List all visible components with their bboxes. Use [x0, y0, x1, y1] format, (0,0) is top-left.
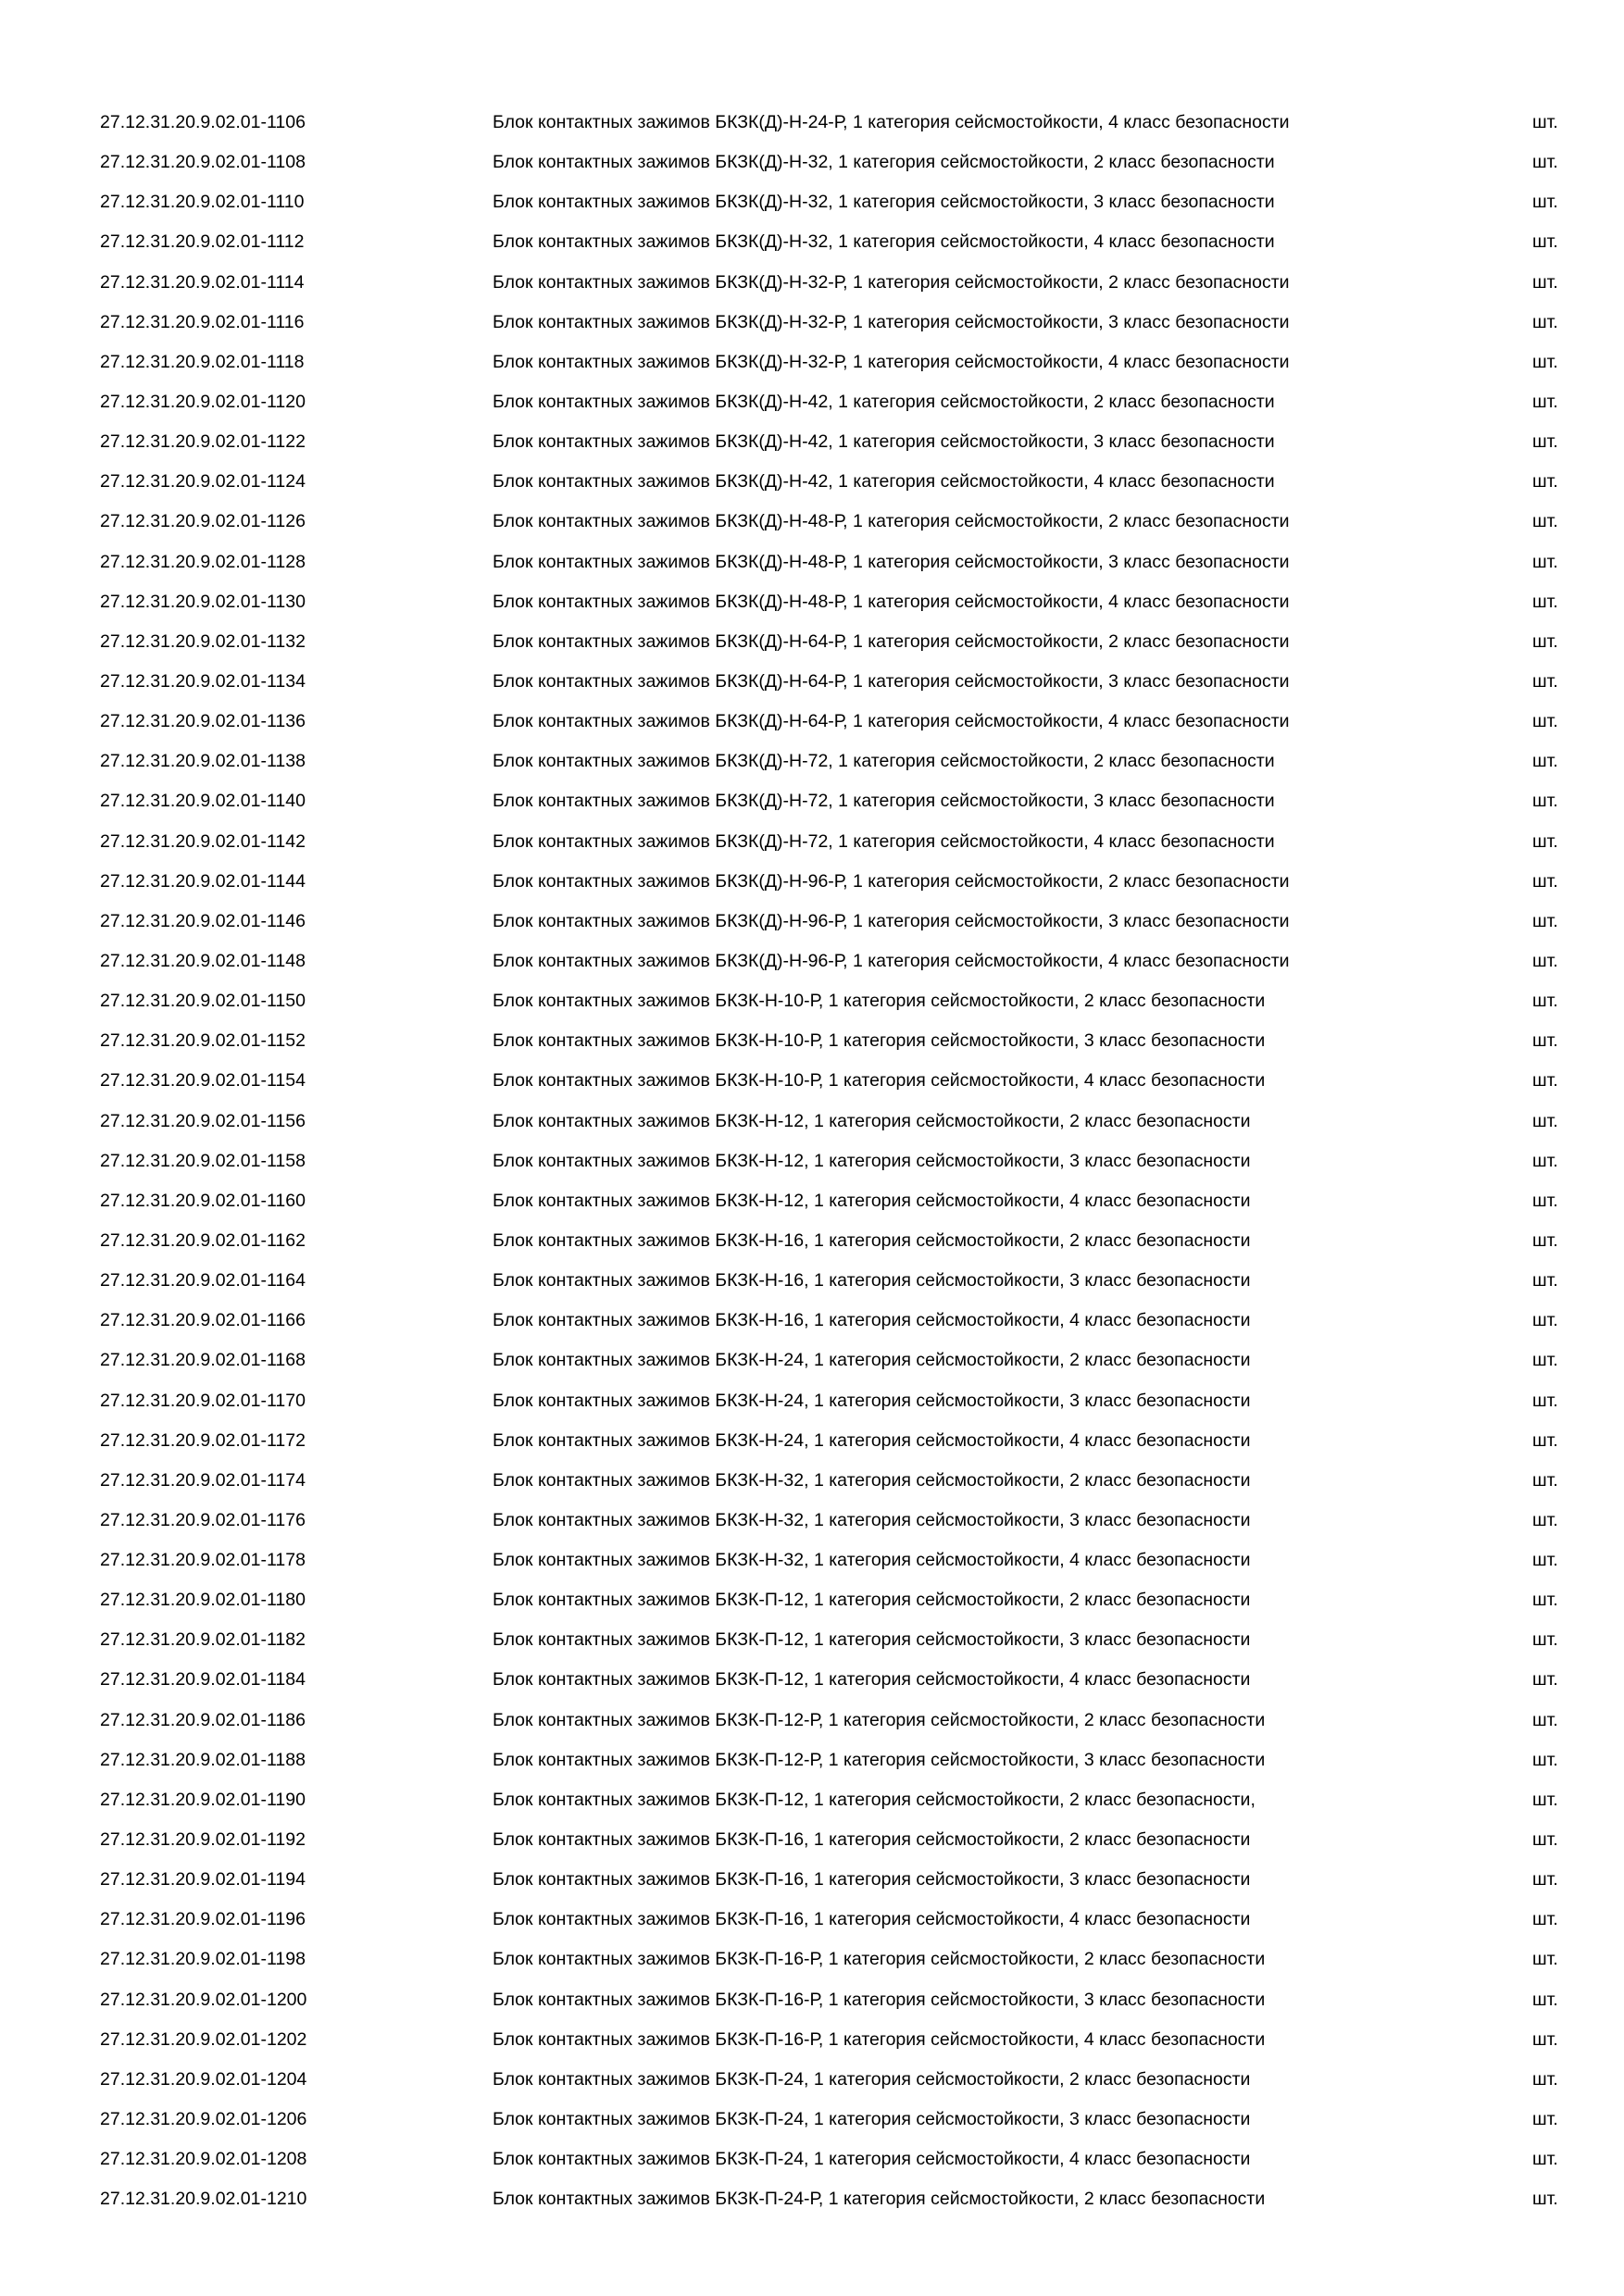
- table-row: [0, 2100, 1624, 2140]
- item-unit: шт.: [1532, 1949, 1558, 1970]
- item-unit: шт.: [1532, 910, 1558, 931]
- item-unit: шт.: [1532, 1030, 1558, 1052]
- item-code: 27.12.31.20.9.02.01-1154: [100, 1070, 306, 1092]
- table-row: [0, 2020, 1624, 2060]
- table-row: [0, 422, 1624, 462]
- item-code: 27.12.31.20.9.02.01-1170: [100, 1390, 306, 1411]
- item-name: Блок контактных зажимов БКЗК-П-24-Р, 1 категория сейсмостойкости, 2 класс безопасности: [493, 2189, 1266, 2210]
- table-row: [0, 1701, 1624, 1741]
- item-unit: шт.: [1532, 1190, 1558, 1211]
- item-code: 27.12.31.20.9.02.01-1182: [100, 1629, 306, 1651]
- table-row: [0, 382, 1624, 422]
- item-code: 27.12.31.20.9.02.01-1184: [100, 1669, 306, 1691]
- table-row: [0, 1381, 1624, 1421]
- item-code: 27.12.31.20.9.02.01-1164: [100, 1270, 306, 1292]
- item-name: Блок контактных зажимов БКЗК-П-12, 1 категория сейсмостойкости, 3 класс безопасности: [493, 1629, 1251, 1651]
- item-unit: шт.: [1532, 711, 1558, 732]
- table-row: [0, 103, 1624, 143]
- table-row: [0, 1620, 1624, 1660]
- table-row: [0, 2140, 1624, 2179]
- item-name: Блок контактных зажимов БКЗК(Д)-Н-32-Р, 1 категория сейсмостойкости, 3 класс безопасности: [493, 311, 1290, 332]
- item-unit: шт.: [1532, 2109, 1558, 2130]
- item-code: 27.12.31.20.9.02.01-1128: [100, 551, 306, 572]
- table-row: [0, 303, 1624, 343]
- item-unit: шт.: [1532, 1110, 1558, 1131]
- item-code: 27.12.31.20.9.02.01-1204: [100, 2068, 307, 2090]
- table-row: [0, 1860, 1624, 1900]
- item-unit: шт.: [1532, 1469, 1558, 1491]
- item-code: 27.12.31.20.9.02.01-1208: [100, 2149, 307, 2170]
- item-unit: шт.: [1532, 870, 1558, 892]
- item-code: 27.12.31.20.9.02.01-1106: [100, 112, 306, 132]
- item-unit: шт.: [1532, 1310, 1558, 1331]
- item-code: 27.12.31.20.9.02.01-1194: [100, 1869, 306, 1890]
- item-unit: шт.: [1532, 1869, 1558, 1890]
- item-name: Блок контактных зажимов БКЗК(Д)-Н-42, 1 категория сейсмостойкости, 3 класс безопасности: [493, 431, 1275, 453]
- table-row: [0, 1501, 1624, 1541]
- table-row: [0, 222, 1624, 262]
- item-code: 27.12.31.20.9.02.01-1126: [100, 511, 306, 532]
- item-name: Блок контактных зажимов БКЗК(Д)-Н-72, 1 категория сейсмостойкости, 3 класс безопасности: [493, 791, 1275, 812]
- item-code: 27.12.31.20.9.02.01-1110: [100, 192, 305, 213]
- table-row: [0, 1580, 1624, 1620]
- table-row: [0, 1102, 1624, 1142]
- item-name: Блок контактных зажимов БКЗК(Д)-Н-72, 1 категория сейсмостойкости, 4 класс безопасности: [493, 830, 1275, 852]
- item-code: 27.12.31.20.9.02.01-1178: [100, 1550, 306, 1571]
- item-code: 27.12.31.20.9.02.01-1116: [100, 311, 305, 332]
- item-unit: шт.: [1532, 1429, 1558, 1451]
- item-unit: шт.: [1532, 1829, 1558, 1851]
- item-name: Блок контактных зажимов БКЗК-Н-12, 1 категория сейсмостойкости, 4 класс безопасности: [493, 1190, 1251, 1211]
- item-unit: шт.: [1532, 591, 1558, 612]
- table-row: [0, 1021, 1624, 1061]
- table-row: [0, 582, 1624, 622]
- item-name: Блок контактных зажимов БКЗК-П-24, 1 категория сейсмостойкости, 3 класс безопасности: [493, 2109, 1251, 2130]
- item-code: 27.12.31.20.9.02.01-1174: [100, 1469, 306, 1491]
- item-name: Блок контактных зажимов БКЗК(Д)-Н-42, 1 категория сейсмостойкости, 2 класс безопасности: [493, 391, 1275, 412]
- item-unit: шт.: [1532, 991, 1558, 1012]
- item-unit: шт.: [1532, 1350, 1558, 1371]
- table-row: [0, 1061, 1624, 1101]
- table-row: [0, 1541, 1624, 1580]
- table-row: [0, 1820, 1624, 1860]
- item-code: 27.12.31.20.9.02.01-1156: [100, 1110, 306, 1131]
- table-row: [0, 1421, 1624, 1461]
- table-row: [0, 1301, 1624, 1341]
- item-unit: шт.: [1532, 630, 1558, 652]
- item-name: Блок контактных зажимов БКЗК(Д)-Н-64-Р, 1 категория сейсмостойкости, 4 класс безопасности: [493, 711, 1290, 732]
- table-row: [0, 662, 1624, 702]
- item-unit: шт.: [1532, 192, 1558, 213]
- item-name: Блок контактных зажимов БКЗК-Н-12, 1 категория сейсмостойкости, 3 класс безопасности: [493, 1150, 1251, 1171]
- item-name: Блок контактных зажимов БКЗК(Д)-Н-96-Р, 1 категория сейсмостойкости, 3 класс безопасности: [493, 910, 1290, 931]
- item-unit: шт.: [1532, 2028, 1558, 2050]
- item-unit: шт.: [1532, 231, 1558, 253]
- table-row: [0, 1142, 1624, 1181]
- item-name: Блок контактных зажимов БКЗК(Д)-Н-32, 1 категория сейсмостойкости, 4 класс безопасности: [493, 231, 1275, 253]
- item-name: Блок контактных зажимов БКЗК-Н-16, 1 категория сейсмостойкости, 4 класс безопасности: [493, 1310, 1251, 1331]
- item-name: Блок контактных зажимов БКЗК(Д)-Н-96-Р, 1 категория сейсмостойкости, 2 класс безопасности: [493, 870, 1290, 892]
- price-list-table: [0, 103, 1624, 2219]
- item-unit: шт.: [1532, 1150, 1558, 1171]
- item-unit: шт.: [1532, 152, 1558, 173]
- table-row: [0, 622, 1624, 662]
- item-unit: шт.: [1532, 830, 1558, 852]
- table-row: [0, 182, 1624, 222]
- table-row: [0, 1980, 1624, 2020]
- item-code: 27.12.31.20.9.02.01-1122: [100, 431, 306, 453]
- table-row: [0, 1780, 1624, 1820]
- item-name: Блок контактных зажимов БКЗК(Д)-Н-96-Р, 1 категория сейсмостойкости, 4 класс безопасности: [493, 950, 1290, 971]
- item-name: Блок контактных зажимов БКЗК(Д)-Н-64-Р, 1 категория сейсмостойкости, 2 класс безопасности: [493, 630, 1290, 652]
- item-unit: шт.: [1532, 670, 1558, 692]
- table-row: [0, 1221, 1624, 1261]
- item-unit: шт.: [1532, 311, 1558, 332]
- table-row: [0, 1940, 1624, 1979]
- item-unit: шт.: [1532, 1270, 1558, 1292]
- item-name: Блок контактных зажимов БКЗК-П-16-Р, 1 категория сейсмостойкости, 3 класс безопасности: [493, 1989, 1266, 2010]
- item-code: 27.12.31.20.9.02.01-1140: [100, 791, 306, 812]
- table-row: [0, 2060, 1624, 2100]
- item-code: 27.12.31.20.9.02.01-1196: [100, 1909, 306, 1930]
- table-row: [0, 902, 1624, 942]
- item-code: 27.12.31.20.9.02.01-1118: [100, 351, 305, 372]
- table-row: [0, 822, 1624, 862]
- item-unit: шт.: [1532, 1709, 1558, 1730]
- item-name: Блок контактных зажимов БКЗК(Д)-Н-32, 1 категория сейсмостойкости, 3 класс безопасности: [493, 192, 1275, 213]
- item-code: 27.12.31.20.9.02.01-1188: [100, 1749, 306, 1770]
- item-unit: шт.: [1532, 751, 1558, 772]
- item-code: 27.12.31.20.9.02.01-1176: [100, 1509, 306, 1530]
- item-code: 27.12.31.20.9.02.01-1202: [100, 2028, 307, 2050]
- table-row: [0, 1660, 1624, 1700]
- item-unit: шт.: [1532, 1590, 1558, 1611]
- table-row: [0, 862, 1624, 902]
- item-name: Блок контактных зажимов БКЗК-П-12-Р, 1 категория сейсмостойкости, 3 класс безопасности: [493, 1749, 1266, 1770]
- item-name: Блок контактных зажимов БКЗК-П-16-Р, 1 категория сейсмостойкости, 4 класс безопасности: [493, 2028, 1266, 2050]
- item-unit: шт.: [1532, 1669, 1558, 1691]
- item-code: 27.12.31.20.9.02.01-1112: [100, 231, 305, 253]
- item-name: Блок контактных зажимов БКЗК-П-24, 1 категория сейсмостойкости, 2 класс безопасности: [493, 2068, 1251, 2090]
- item-name: Блок контактных зажимов БКЗК-Н-16, 1 категория сейсмостойкости, 3 класс безопасности: [493, 1270, 1251, 1292]
- item-code: 27.12.31.20.9.02.01-1166: [100, 1310, 306, 1331]
- item-name: Блок контактных зажимов БКЗК(Д)-Н-72, 1 категория сейсмостойкости, 2 класс безопасности: [493, 751, 1275, 772]
- item-unit: шт.: [1532, 1989, 1558, 2010]
- item-unit: шт.: [1532, 950, 1558, 971]
- item-name: Блок контактных зажимов БКЗК-П-12, 1 категория сейсмостойкости, 2 класс безопасности: [493, 1590, 1251, 1611]
- item-unit: шт.: [1532, 1509, 1558, 1530]
- item-unit: шт.: [1532, 431, 1558, 453]
- item-name: Блок контактных зажимов БКЗК-П-16, 1 категория сейсмостойкости, 4 класс безопасности: [493, 1909, 1251, 1930]
- item-name: Блок контактных зажимов БКЗК(Д)-Н-48-Р, 1 категория сейсмостойкости, 3 класс безопасности: [493, 551, 1290, 572]
- item-unit: шт.: [1532, 471, 1558, 493]
- item-code: 27.12.31.20.9.02.01-1120: [100, 391, 306, 412]
- table-row: [0, 143, 1624, 182]
- table-row: [0, 263, 1624, 303]
- table-row: [0, 742, 1624, 781]
- table-row: [0, 1741, 1624, 1780]
- item-code: 27.12.31.20.9.02.01-1132: [100, 630, 306, 652]
- item-unit: шт.: [1532, 1070, 1558, 1092]
- item-name: Блок контактных зажимов БКЗК-Н-24, 1 категория сейсмостойкости, 2 класс безопасности: [493, 1350, 1251, 1371]
- item-unit: шт.: [1532, 791, 1558, 812]
- table-row: [0, 502, 1624, 542]
- table-row: [0, 1181, 1624, 1221]
- item-code: 27.12.31.20.9.02.01-1130: [100, 591, 306, 612]
- item-name: Блок контактных зажимов БКЗК-П-24, 1 категория сейсмостойкости, 4 класс безопасности: [493, 2149, 1251, 2170]
- item-name: Блок контактных зажимов БКЗК-Н-12, 1 категория сейсмостойкости, 2 класс безопасности: [493, 1110, 1251, 1131]
- item-name: Блок контактных зажимов БКЗК(Д)-Н-32-Р, 1 категория сейсмостойкости, 2 класс безопасности: [493, 271, 1290, 293]
- item-code: 27.12.31.20.9.02.01-1162: [100, 1229, 306, 1251]
- item-name: Блок контактных зажимов БКЗК(Д)-Н-32-Р, 1 категория сейсмостойкости, 4 класс безопасности: [493, 351, 1290, 372]
- item-name: Блок контактных зажимов БКЗК-П-16, 1 категория сейсмостойкости, 3 класс безопасности: [493, 1869, 1251, 1890]
- item-code: 27.12.31.20.9.02.01-1206: [100, 2109, 307, 2130]
- item-unit: шт.: [1532, 551, 1558, 572]
- item-name: Блок контактных зажимов БКЗК-Н-10-Р, 1 категория сейсмостойкости, 4 класс безопасности: [493, 1070, 1266, 1092]
- item-code: 27.12.31.20.9.02.01-1142: [100, 830, 306, 852]
- item-unit: шт.: [1532, 391, 1558, 412]
- item-unit: шт.: [1532, 351, 1558, 372]
- table-row: [0, 1261, 1624, 1301]
- item-unit: шт.: [1532, 511, 1558, 532]
- table-row: [0, 462, 1624, 502]
- item-name: Блок контактных зажимов БКЗК-П-12-Р, 1 категория сейсмостойкости, 2 класс безопасности: [493, 1709, 1266, 1730]
- item-unit: шт.: [1532, 2189, 1558, 2210]
- item-code: 27.12.31.20.9.02.01-1134: [100, 670, 306, 692]
- item-name: Блок контактных зажимов БКЗК-Н-16, 1 категория сейсмостойкости, 2 класс безопасности: [493, 1229, 1251, 1251]
- item-name: Блок контактных зажимов БКЗК-П-16-Р, 1 категория сейсмостойкости, 2 класс безопасности: [493, 1949, 1266, 1970]
- item-code: 27.12.31.20.9.02.01-1146: [100, 910, 306, 931]
- item-code: 27.12.31.20.9.02.01-1152: [100, 1030, 306, 1052]
- item-code: 27.12.31.20.9.02.01-1200: [100, 1989, 307, 2010]
- item-code: 27.12.31.20.9.02.01-1172: [100, 1429, 306, 1451]
- item-unit: шт.: [1532, 2149, 1558, 2170]
- table-row: [0, 343, 1624, 382]
- item-code: 27.12.31.20.9.02.01-1108: [100, 152, 306, 173]
- item-code: 27.12.31.20.9.02.01-1138: [100, 751, 306, 772]
- item-name: Блок контактных зажимов БКЗК-Н-32, 1 категория сейсмостойкости, 3 класс безопасности: [493, 1509, 1251, 1530]
- item-name: Блок контактных зажимов БКЗК-П-12, 1 категория сейсмостойкости, 4 класс безопасности: [493, 1669, 1251, 1691]
- item-name: Блок контактных зажимов БКЗК-Н-10-Р, 1 категория сейсмостойкости, 2 класс безопасности: [493, 991, 1266, 1012]
- item-code: 27.12.31.20.9.02.01-1180: [100, 1590, 306, 1611]
- item-name: Блок контактных зажимов БКЗК(Д)-Н-64-Р, 1 категория сейсмостойкости, 3 класс безопасности: [493, 670, 1290, 692]
- item-name: Блок контактных зажимов БКЗК-Н-32, 1 категория сейсмостойкости, 4 класс безопасности: [493, 1550, 1251, 1571]
- table-row: [0, 981, 1624, 1021]
- item-code: 27.12.31.20.9.02.01-1136: [100, 711, 306, 732]
- item-name: Блок контактных зажимов БКЗК-Н-24, 1 категория сейсмостойкости, 4 класс безопасности: [493, 1429, 1251, 1451]
- item-unit: шт.: [1532, 1749, 1558, 1770]
- item-code: 27.12.31.20.9.02.01-1144: [100, 870, 306, 892]
- item-name: Блок контактных зажимов БКЗК-П-12, 1 категория сейсмостойкости, 2 класс безопасности,: [493, 1789, 1255, 1810]
- item-name: Блок контактных зажимов БКЗК-Н-24, 1 категория сейсмостойкости, 3 класс безопасности: [493, 1390, 1251, 1411]
- item-unit: шт.: [1532, 1629, 1558, 1651]
- item-name: Блок контактных зажимов БКЗК(Д)-Н-48-Р, 1 категория сейсмостойкости, 4 класс безопасности: [493, 591, 1290, 612]
- table-row: [0, 1900, 1624, 1940]
- item-code: 27.12.31.20.9.02.01-1160: [100, 1190, 306, 1211]
- item-name: Блок контактных зажимов БКЗК(Д)-Н-48-Р, 1 категория сейсмостойкости, 2 класс безопасности: [493, 511, 1290, 532]
- item-code: 27.12.31.20.9.02.01-1124: [100, 471, 306, 493]
- item-code: 27.12.31.20.9.02.01-1150: [100, 991, 306, 1012]
- item-name: Блок контактных зажимов БКЗК(Д)-Н-24-Р, 1 категория сейсмостойкости, 4 класс безопасности: [493, 112, 1290, 132]
- item-unit: шт.: [1532, 112, 1558, 132]
- table-row: [0, 543, 1624, 582]
- item-code: 27.12.31.20.9.02.01-1168: [100, 1350, 306, 1371]
- table-row: [0, 702, 1624, 742]
- item-unit: шт.: [1532, 2068, 1558, 2090]
- item-name: Блок контактных зажимов БКЗК-Н-10-Р, 1 категория сейсмостойкости, 3 класс безопасности: [493, 1030, 1266, 1052]
- table-row: [0, 1461, 1624, 1501]
- item-code: 27.12.31.20.9.02.01-1210: [100, 2189, 307, 2210]
- table-row: [0, 2179, 1624, 2219]
- table-row: [0, 1341, 1624, 1380]
- item-code: 27.12.31.20.9.02.01-1186: [100, 1709, 306, 1730]
- item-name: Блок контактных зажимов БКЗК-П-16, 1 категория сейсмостойкости, 2 класс безопасности: [493, 1829, 1251, 1851]
- item-code: 27.12.31.20.9.02.01-1148: [100, 950, 306, 971]
- item-code: 27.12.31.20.9.02.01-1190: [100, 1789, 306, 1810]
- item-code: 27.12.31.20.9.02.01-1198: [100, 1949, 306, 1970]
- table-row: [0, 781, 1624, 821]
- item-unit: шт.: [1532, 1789, 1558, 1810]
- table-row: [0, 942, 1624, 981]
- item-unit: шт.: [1532, 1550, 1558, 1571]
- item-name: Блок контактных зажимов БКЗК(Д)-Н-42, 1 категория сейсмостойкости, 4 класс безопасности: [493, 471, 1275, 493]
- item-name: Блок контактных зажимов БКЗК(Д)-Н-32, 1 категория сейсмостойкости, 2 класс безопасности: [493, 152, 1275, 173]
- item-name: Блок контактных зажимов БКЗК-Н-32, 1 категория сейсмостойкости, 2 класс безопасности: [493, 1469, 1251, 1491]
- item-code: 27.12.31.20.9.02.01-1192: [100, 1829, 306, 1851]
- item-code: 27.12.31.20.9.02.01-1158: [100, 1150, 306, 1171]
- item-unit: шт.: [1532, 1229, 1558, 1251]
- item-unit: шт.: [1532, 271, 1558, 293]
- item-unit: шт.: [1532, 1390, 1558, 1411]
- item-code: 27.12.31.20.9.02.01-1114: [100, 271, 305, 293]
- item-unit: шт.: [1532, 1909, 1558, 1930]
